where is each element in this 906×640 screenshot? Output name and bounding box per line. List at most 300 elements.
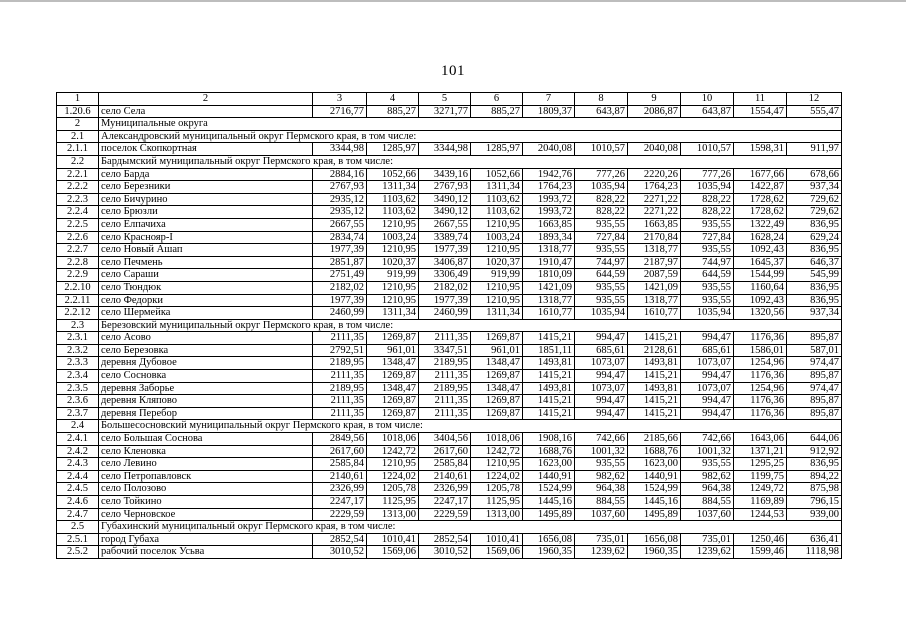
value-cell: 2326,99 [313,483,367,496]
value-cell: 3010,52 [313,546,367,559]
value-cell: 2247,17 [313,496,367,509]
value-cell: 742,66 [681,433,734,446]
value-cell: 2189,95 [419,382,471,395]
value-cell: 895,87 [787,407,842,420]
value-cell: 935,55 [575,294,628,307]
value-cell: 3439,16 [419,168,471,181]
settlement-name: село Краснояр-I [99,231,313,244]
row-code: 2.4.3 [57,458,99,471]
settlement-name: село Кленовка [99,445,313,458]
value-cell: 1037,60 [575,508,628,521]
table-section-row [57,420,842,433]
table-row [57,546,842,559]
row-code: 2.3.6 [57,395,99,408]
settlement-name: село Бичурино [99,193,313,206]
value-cell: 1010,41 [367,533,419,546]
value-cell: 2040,08 [523,143,575,156]
settlement-name: село Большая Соснова [99,433,313,446]
value-cell: 1210,95 [471,218,523,231]
value-cell: 2140,61 [313,470,367,483]
value-cell: 2086,87 [628,105,681,118]
value-cell: 964,38 [575,483,628,496]
value-cell: 1348,47 [367,357,419,370]
value-cell: 1554,47 [734,105,787,118]
value-cell: 685,61 [681,344,734,357]
row-code: 2.1 [57,130,99,143]
value-cell: 2189,95 [313,357,367,370]
value-cell: 895,87 [787,332,842,345]
settlement-name: поселок Скопкортная [99,143,313,156]
value-cell: 1010,57 [575,143,628,156]
value-cell: 2834,74 [313,231,367,244]
value-cell: 994,47 [575,370,628,383]
table-row [57,218,842,231]
row-code: 2.2.2 [57,181,99,194]
value-cell: 912,92 [787,445,842,458]
column-header: 11 [734,93,787,106]
value-cell: 1688,76 [523,445,575,458]
column-header: 2 [99,93,313,106]
value-cell: 1249,72 [734,483,787,496]
value-cell: 1728,62 [734,193,787,206]
page-top-edge [0,0,906,2]
value-cell: 2170,84 [628,231,681,244]
value-cell: 1493,81 [628,382,681,395]
row-code: 2.3.1 [57,332,99,345]
value-cell: 994,47 [681,407,734,420]
value-cell: 1764,23 [628,181,681,194]
value-cell: 1176,36 [734,332,787,345]
value-cell: 2271,22 [628,193,681,206]
section-title: Губахинский муниципальный округ Пермского края, в том числе: [99,521,842,534]
value-cell: 1493,81 [523,357,575,370]
settlement-name: село Новый Ашап [99,244,313,257]
value-cell: 1809,37 [523,105,575,118]
table-section-row [57,155,842,168]
value-cell: 1035,94 [681,307,734,320]
value-cell: 1169,89 [734,496,787,509]
table-row [57,307,842,320]
value-cell: 2326,99 [419,483,471,496]
value-cell: 884,55 [681,496,734,509]
value-cell: 2111,35 [313,370,367,383]
value-cell: 994,47 [681,332,734,345]
value-cell: 744,97 [681,256,734,269]
value-cell: 1422,87 [734,181,787,194]
value-cell: 1415,21 [628,332,681,345]
value-cell: 1348,47 [367,382,419,395]
row-code: 2.3 [57,319,99,332]
row-code: 1.20.6 [57,105,99,118]
value-cell: 1942,76 [523,168,575,181]
value-cell: 919,99 [471,269,523,282]
value-cell: 1035,94 [681,181,734,194]
value-cell: 1103,62 [367,193,419,206]
table-section-row [57,130,842,143]
value-cell: 2128,61 [628,344,681,357]
settlement-name: село Тойкино [99,496,313,509]
value-cell: 2111,35 [313,332,367,345]
value-cell: 1001,32 [575,445,628,458]
value-cell: 1210,95 [367,281,419,294]
row-code: 2.2.9 [57,269,99,282]
column-header: 7 [523,93,575,106]
value-cell: 555,47 [787,105,842,118]
value-cell: 1569,06 [471,546,523,559]
value-cell: 935,55 [575,244,628,257]
value-cell: 935,55 [575,281,628,294]
value-cell: 1598,31 [734,143,787,156]
value-cell: 2849,56 [313,433,367,446]
value-cell: 2852,54 [313,533,367,546]
value-cell: 2111,35 [313,407,367,420]
table-row [57,269,842,282]
value-cell: 1610,77 [628,307,681,320]
settlement-name: деревня Перебор [99,407,313,420]
value-cell: 1125,95 [367,496,419,509]
value-cell: 1176,36 [734,370,787,383]
value-cell: 935,55 [681,218,734,231]
value-cell: 1728,62 [734,206,787,219]
value-cell: 629,24 [787,231,842,244]
value-cell: 729,62 [787,193,842,206]
value-cell: 1663,85 [628,218,681,231]
value-cell: 1656,08 [523,533,575,546]
row-code: 2.4.6 [57,496,99,509]
value-cell: 994,47 [575,332,628,345]
value-cell: 994,47 [575,395,628,408]
value-cell: 1103,62 [471,193,523,206]
value-cell: 796,15 [787,496,842,509]
value-cell: 935,55 [575,458,628,471]
value-cell: 1415,21 [523,370,575,383]
row-code: 2.3.3 [57,357,99,370]
value-cell: 1224,02 [367,470,419,483]
table-row [57,332,842,345]
value-cell: 885,27 [471,105,523,118]
settlement-name: село Печмень [99,256,313,269]
value-cell: 2935,12 [313,193,367,206]
table-row [57,193,842,206]
value-cell: 884,55 [575,496,628,509]
value-cell: 1977,39 [419,244,471,257]
value-cell: 2087,59 [628,269,681,282]
value-cell: 1199,75 [734,470,787,483]
value-cell: 1415,21 [628,407,681,420]
value-cell: 964,38 [681,483,734,496]
value-cell: 1311,34 [367,181,419,194]
value-cell: 1313,00 [367,508,419,521]
value-cell: 2271,22 [628,206,681,219]
value-cell: 2187,97 [628,256,681,269]
value-cell: 1052,66 [471,168,523,181]
value-cell: 836,95 [787,458,842,471]
value-cell: 2617,60 [419,445,471,458]
value-cell: 1210,95 [367,244,419,257]
value-cell: 1993,72 [523,193,575,206]
table-row [57,256,842,269]
value-cell: 1993,72 [523,206,575,219]
row-code: 2.3.5 [57,382,99,395]
table-section-row [57,118,842,131]
table-section-row [57,521,842,534]
row-code: 2.4.1 [57,433,99,446]
value-cell: 1269,87 [367,407,419,420]
value-cell: 935,55 [681,458,734,471]
settlement-name: село Елпачиха [99,218,313,231]
value-cell: 982,62 [681,470,734,483]
value-cell: 1348,47 [471,357,523,370]
value-cell: 2617,60 [313,445,367,458]
value-cell: 636,41 [787,533,842,546]
value-cell: 1210,95 [367,218,419,231]
settlement-name: село Асово [99,332,313,345]
row-code: 2.2.7 [57,244,99,257]
value-cell: 1495,89 [523,508,575,521]
value-cell: 2585,84 [313,458,367,471]
value-cell: 1908,16 [523,433,575,446]
value-cell: 828,22 [681,206,734,219]
settlement-name: деревня Дубовое [99,357,313,370]
value-cell: 935,55 [681,281,734,294]
table-row [57,496,842,509]
value-cell: 2247,17 [419,496,471,509]
value-cell: 1037,60 [681,508,734,521]
value-cell: 1269,87 [367,332,419,345]
tariff-table [56,92,842,559]
row-code: 2.2.12 [57,307,99,320]
value-cell: 894,22 [787,470,842,483]
value-cell: 1851,11 [523,344,575,357]
value-cell: 735,01 [575,533,628,546]
value-cell: 895,87 [787,370,842,383]
value-cell: 2140,61 [419,470,471,483]
value-cell: 1544,99 [734,269,787,282]
value-cell: 1035,94 [575,181,628,194]
value-cell: 2189,95 [419,357,471,370]
table-row [57,206,842,219]
value-cell: 3406,87 [419,256,471,269]
value-cell: 1018,06 [471,433,523,446]
value-cell: 1010,41 [471,533,523,546]
value-cell: 1569,06 [367,546,419,559]
table-row [57,357,842,370]
value-cell: 1003,24 [367,231,419,244]
row-code: 2.3.4 [57,370,99,383]
value-cell: 727,84 [575,231,628,244]
settlement-name: село Сосновка [99,370,313,383]
settlement-name: рабочий поселок Усьва [99,546,313,559]
row-code: 2.4 [57,420,99,433]
value-cell: 828,22 [575,206,628,219]
value-cell: 1656,08 [628,533,681,546]
value-cell: 1415,21 [628,370,681,383]
table-row [57,294,842,307]
value-cell: 2767,93 [313,181,367,194]
value-cell: 1663,85 [523,218,575,231]
row-code: 2.2.1 [57,168,99,181]
value-cell: 644,59 [575,269,628,282]
row-code: 2.2.8 [57,256,99,269]
value-cell: 1239,62 [681,546,734,559]
settlement-name: село Левино [99,458,313,471]
value-cell: 836,95 [787,281,842,294]
value-cell: 1764,23 [523,181,575,194]
row-code: 2.2.5 [57,218,99,231]
table-row [57,344,842,357]
table-row [57,433,842,446]
value-cell: 1910,47 [523,256,575,269]
value-cell: 2667,55 [419,218,471,231]
value-cell: 646,37 [787,256,842,269]
value-cell: 1977,39 [313,294,367,307]
value-cell: 1224,02 [471,470,523,483]
value-cell: 1250,46 [734,533,787,546]
value-cell: 1239,62 [575,546,628,559]
value-cell: 1176,36 [734,407,787,420]
value-cell: 1210,95 [471,281,523,294]
value-cell: 678,66 [787,168,842,181]
table-row [57,231,842,244]
value-cell: 1205,78 [471,483,523,496]
table-row [57,370,842,383]
value-cell: 3404,56 [419,433,471,446]
value-cell: 2460,99 [419,307,471,320]
value-cell: 727,84 [681,231,734,244]
value-cell: 828,22 [681,193,734,206]
value-cell: 935,55 [681,294,734,307]
column-header: 3 [313,93,367,106]
table-row [57,533,842,546]
value-cell: 777,26 [575,168,628,181]
value-cell: 1415,21 [523,407,575,420]
value-cell: 937,34 [787,181,842,194]
row-code: 2.4.5 [57,483,99,496]
value-cell: 2716,77 [313,105,367,118]
column-header: 4 [367,93,419,106]
value-cell: 1586,01 [734,344,787,357]
value-cell: 828,22 [575,193,628,206]
row-code: 2.2.6 [57,231,99,244]
value-cell: 2852,54 [419,533,471,546]
value-cell: 2220,26 [628,168,681,181]
value-cell: 919,99 [367,269,419,282]
table-row [57,105,842,118]
column-header: 1 [57,93,99,106]
settlement-name: село Шермейка [99,307,313,320]
value-cell: 545,99 [787,269,842,282]
value-cell: 1415,21 [523,395,575,408]
value-cell: 1092,43 [734,244,787,257]
value-cell: 1269,87 [367,370,419,383]
value-cell: 2585,84 [419,458,471,471]
value-cell: 974,47 [787,382,842,395]
value-cell: 875,98 [787,483,842,496]
value-cell: 1440,91 [523,470,575,483]
table-row [57,244,842,257]
column-header: 9 [628,93,681,106]
row-code: 2.2.11 [57,294,99,307]
value-cell: 2111,35 [419,332,471,345]
value-cell: 2182,02 [419,281,471,294]
value-cell: 2667,55 [313,218,367,231]
value-cell: 1810,09 [523,269,575,282]
settlement-name: село Березовка [99,344,313,357]
value-cell: 1524,99 [523,483,575,496]
value-cell: 1269,87 [367,395,419,408]
row-code: 2.5.1 [57,533,99,546]
page-number: 101 [441,63,465,79]
value-cell: 1977,39 [313,244,367,257]
value-cell: 742,66 [575,433,628,446]
value-cell: 1018,06 [367,433,419,446]
row-code: 2.2.4 [57,206,99,219]
value-cell: 2229,59 [419,508,471,521]
value-cell: 2185,66 [628,433,681,446]
value-cell: 2111,35 [419,407,471,420]
value-cell: 1254,96 [734,357,787,370]
value-cell: 3490,12 [419,193,471,206]
value-cell: 1318,77 [523,294,575,307]
value-cell: 777,26 [681,168,734,181]
row-code: 2.2.10 [57,281,99,294]
value-cell: 3271,77 [419,105,471,118]
column-header: 8 [575,93,628,106]
value-cell: 994,47 [681,370,734,383]
value-cell: 1242,72 [367,445,419,458]
value-cell: 1371,21 [734,445,787,458]
column-header: 5 [419,93,471,106]
row-code: 2.3.7 [57,407,99,420]
value-cell: 1020,37 [471,256,523,269]
value-cell: 3344,98 [313,143,367,156]
value-cell: 1421,09 [628,281,681,294]
value-cell: 1421,09 [523,281,575,294]
value-cell: 1210,95 [367,458,419,471]
value-cell: 1073,07 [681,357,734,370]
value-cell: 2460,99 [313,307,367,320]
value-cell: 1269,87 [471,370,523,383]
value-cell: 961,01 [367,344,419,357]
row-code: 2.2 [57,155,99,168]
value-cell: 1210,95 [471,244,523,257]
value-cell: 1318,77 [523,244,575,257]
row-code: 2.5 [57,521,99,534]
value-cell: 1493,81 [628,357,681,370]
table-row [57,181,842,194]
value-cell: 1269,87 [471,407,523,420]
column-header: 10 [681,93,734,106]
value-cell: 895,87 [787,395,842,408]
column-header: 6 [471,93,523,106]
value-cell: 643,87 [575,105,628,118]
value-cell: 1269,87 [471,395,523,408]
value-cell: 1524,99 [628,483,681,496]
settlement-name: село Брюзли [99,206,313,219]
value-cell: 994,47 [681,395,734,408]
value-cell: 1643,06 [734,433,787,446]
section-title: Большесосновский муниципальный округ Пермского края, в том числе: [99,420,842,433]
column-header: 12 [787,93,842,106]
value-cell: 939,00 [787,508,842,521]
table-row [57,470,842,483]
value-cell: 1073,07 [681,382,734,395]
value-cell: 1322,49 [734,218,787,231]
settlement-name: село Тюндюк [99,281,313,294]
value-cell: 1320,56 [734,307,787,320]
settlement-name: село Березники [99,181,313,194]
row-code: 2 [57,118,99,131]
